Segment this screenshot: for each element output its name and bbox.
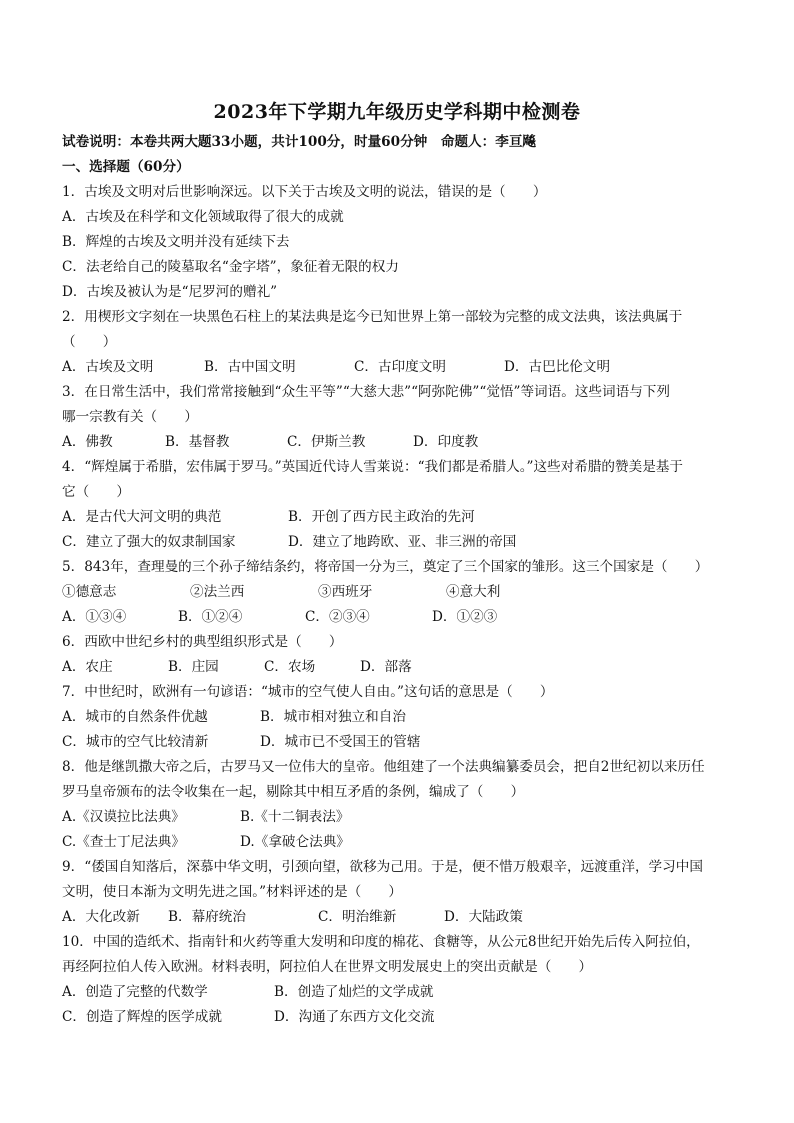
question-5-item-2: ②法兰西 (190, 584, 245, 600)
section-heading: 一、选择题（60分） (62, 159, 190, 175)
question-3-stem: 3．在日常生活中，我们常常接触到“众生平等”“大慈大悲”“阿弥陀佛”“觉悟”等词语。这些词语与下列 (62, 384, 670, 400)
question-8-options-row2 (62, 830, 742, 855)
question-3-option-d: D．印度教 (413, 434, 479, 450)
question-9-stem: 9．“倭国自知落后，深慕中华文明，引颈向望，欲移为己用。于是，便不惜万般艰辛，远渡重洋，学习中国 (62, 859, 703, 875)
question-10-option-d: D．沟通了东西方文化交流 (274, 1009, 435, 1025)
exam-instructions: 试卷说明：本卷共两大题33小题，共计100分，时量60分钟 命题人：李亘飚 (62, 134, 537, 150)
question-5-stem: 5．843年，查理曼的三个孙子缔结条约，将帝国一分为三，奠定了三个国家的雏形。这三个国家是（ ） (62, 559, 709, 575)
question-6-options (62, 655, 742, 680)
question-1-option-c: C．法老给自己的陵墓取名“金字塔”，象征着无限的权力 (62, 259, 399, 275)
question-10-options-row1 (62, 980, 742, 1005)
question-1-option-d: D．古埃及被认为是“尼罗河的赠礼” (62, 284, 278, 300)
question-10-option-c: C．创造了辉煌的医学成就 (62, 1009, 222, 1025)
question-10-options-row2 (62, 1005, 742, 1030)
question-8-option-b: B.《十二铜表法》 (240, 809, 350, 825)
question-5-items (62, 580, 742, 605)
question-2-options (62, 355, 742, 380)
question-10-stem: 10．中国的造纸术、指南针和火药等重大发明和印度的棉花、食糖等，从公元8世纪开始先后传入阿拉伯， (62, 934, 700, 950)
question-1-option-b: B．辉煌的古埃及文明并没有延续下去 (62, 234, 290, 250)
question-10-stem-cont: 再经阿拉伯人传入欧洲。材料表明，阿拉伯人在世界文明发展史上的突出贡献是（ ） (62, 959, 593, 975)
question-8-options-row1 (62, 805, 742, 830)
question-7-options-row2 (62, 730, 742, 755)
exam-content (62, 130, 742, 1030)
question-7-option-b: B．城市相对独立和自治 (260, 709, 406, 725)
question-5-item-3: ③西班牙 (318, 584, 373, 600)
question-6-stem: 6．西欧中世纪乡村的典型组织形式是（ ） (62, 634, 343, 650)
question-4-options-row2 (62, 530, 742, 555)
question-8-option-d: D.《拿破仑法典》 (240, 834, 350, 850)
question-5-options (62, 605, 742, 630)
question-2-option-b: B．古中国文明 (204, 359, 296, 375)
question-5-item-1: ①德意志 (62, 584, 117, 600)
question-7-option-d: D．城市已不受国王的管辖 (260, 734, 421, 750)
question-5-option-c: C．②③④ (305, 609, 370, 625)
question-8-option-a: A.《汉谟拉比法典》 (62, 809, 185, 825)
question-2-stem-cont: （ ） (62, 334, 117, 350)
question-5-option-d: D．①②③ (432, 609, 498, 625)
question-8-option-c: C.《查士丁尼法典》 (62, 834, 185, 850)
question-7-options-row1 (62, 705, 742, 730)
question-4-option-b: B．开创了西方民主政治的先河 (288, 509, 475, 525)
question-3-option-c: C．伊斯兰教 (287, 434, 366, 450)
question-3-stem-cont: 哪一宗教有关（ ） (62, 409, 198, 425)
question-2-option-c: C．古印度文明 (354, 359, 446, 375)
question-10-option-a: A．创造了完整的代数学 (62, 984, 208, 1000)
question-2-option-d: D．古巴比伦文明 (504, 359, 611, 375)
question-4-option-c: C．建立了强大的奴隶制国家 (62, 534, 236, 550)
question-7-stem: 7．中世纪时，欧洲有一句谚语：“城市的空气使人自由。”这句话的意思是（ ） (62, 684, 554, 700)
question-2-stem: 2．用楔形文字刻在一块黑色石柱上的某法典是迄今已知世界上第一部较为完整的成文法典，该法典属于 (62, 309, 683, 325)
question-4-option-d: D．建立了地跨欧、亚、非三洲的帝国 (288, 534, 517, 550)
question-5-option-b: B．①②④ (178, 609, 243, 625)
question-5-item-4: ④意大利 (446, 584, 501, 600)
question-9-options (62, 905, 742, 930)
question-3-options (62, 430, 742, 455)
question-9-option-b: B．幕府统治 (168, 909, 246, 925)
question-6-option-a: A．农庄 (62, 659, 113, 675)
question-6-option-b: B．庄园 (168, 659, 219, 675)
question-4-stem-cont: 它（ ） (62, 484, 130, 500)
question-7-option-c: C．城市的空气比较清新 (62, 734, 209, 750)
question-8-stem-cont: 罗马皇帝颁布的法令收集在一起，剔除其中相互矛盾的条例，编成了（ ） (62, 784, 525, 800)
question-4-option-a: A．是古代大河文明的典范 (62, 509, 222, 525)
question-10-option-b: B．创造了灿烂的文学成就 (274, 984, 434, 1000)
question-8-stem: 8．他是继凯撒大帝之后，古罗马又一位伟大的皇帝。他组建了一个法典编纂委员会，把自2世纪初以来历任 (62, 759, 705, 775)
question-6-option-c: C．农场 (264, 659, 316, 675)
question-9-stem-cont: 文明，使日本渐为文明先进之国。”材料评述的是（ ） (62, 884, 402, 900)
question-3-option-b: B．基督教 (165, 434, 230, 450)
question-4-stem: 4．“辉煌属于希腊，宏伟属于罗马。”英国近代诗人雪莱说：“我们都是希腊人。”这些对希腊的赞美是基于 (62, 459, 683, 475)
question-9-option-c: C．明治维新 (318, 909, 397, 925)
exam-title: 2023年下学期九年级历史学科期中检测卷 (213, 101, 581, 123)
question-1-stem: 1．古埃及文明对后世影响深远。以下关于古埃及文明的说法，错误的是（ ） (62, 184, 547, 200)
question-5-option-a: A．①③④ (62, 609, 127, 625)
question-9-option-a: A．大化改新 (62, 909, 140, 925)
question-4-options-row1 (62, 505, 742, 530)
question-9-option-d: D．大陆政策 (444, 909, 523, 925)
question-3-option-a: A．佛教 (62, 434, 113, 450)
question-2-option-a: A．古埃及文明 (62, 359, 154, 375)
question-6-option-d: D．部落 (360, 659, 412, 675)
question-7-option-a: A．城市的自然条件优越 (62, 709, 208, 725)
question-1-option-a: A．古埃及在科学和文化领域取得了很大的成就 (62, 209, 344, 225)
